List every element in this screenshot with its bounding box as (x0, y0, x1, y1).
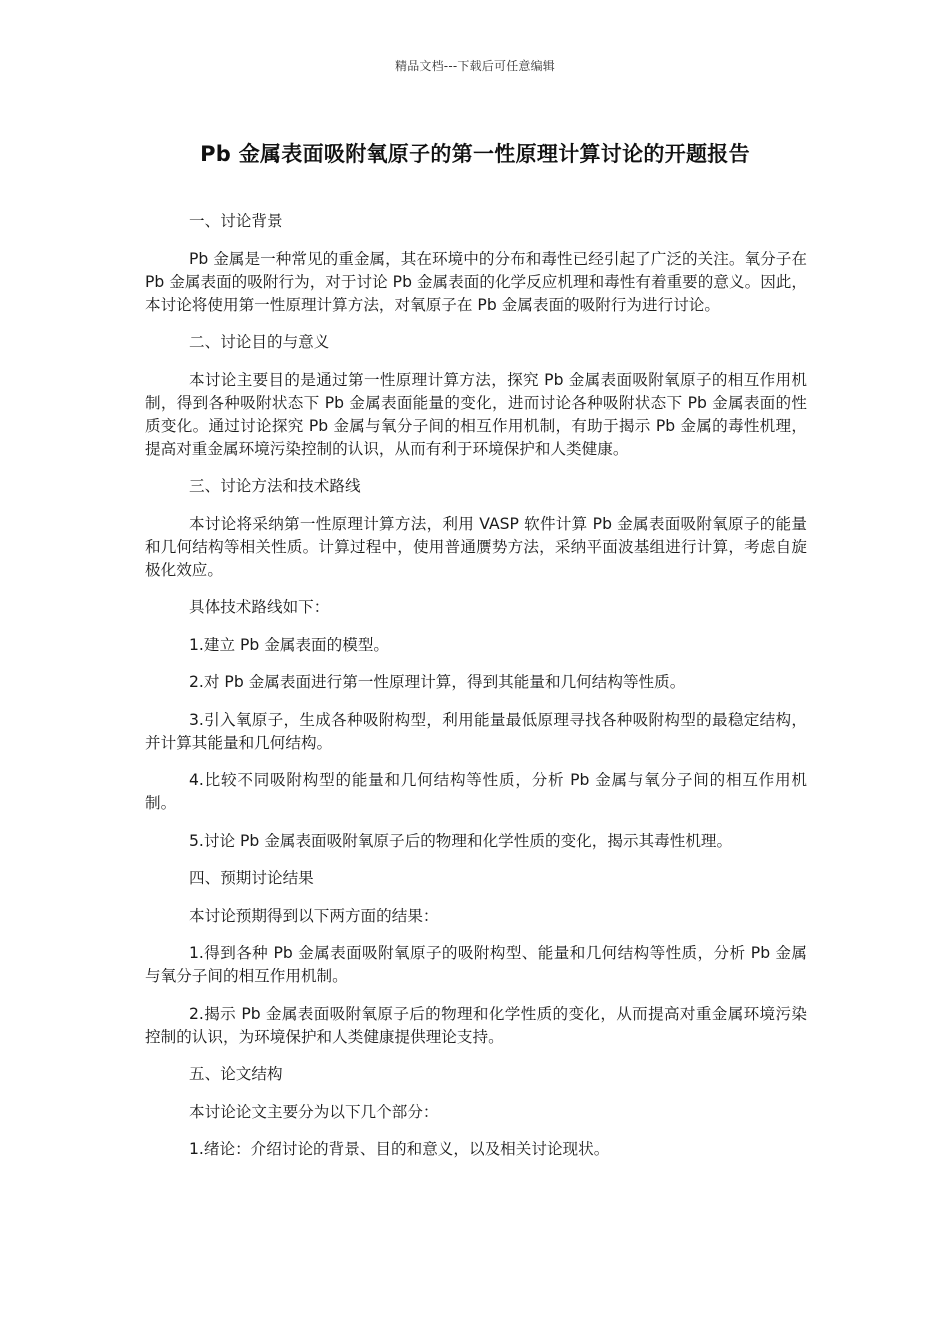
page-header-note: 精品文档---下载后可任意编辑 (395, 59, 555, 73)
list-item-result-2: 2.揭示 Pb 金属表面吸附氧原子后的物理和化学性质的变化，从而提高对重金属环境污染控制的认识，为环境保护和人类健康提供理论支持。 (145, 1004, 807, 1046)
section-heading-results: 四、预期讨论结果 (189, 869, 314, 887)
list-item-result-1: 1.得到各种 Pb 金属表面吸附氧原子的吸附构型、能量和几何结构等性质，分析 Pb 金属与氧分子间的相互作用机制。 (145, 944, 807, 985)
list-item-route-1: 1.建立 Pb 金属表面的模型。 (189, 635, 390, 654)
paragraph-background: Pb 金属是一种常见的重金属，其在环境中的分布和毒性已经引起了广泛的关注。氧分子在 Pb 金属表面的吸附行为，对于讨论 Pb 金属表面的化学反应机理和毒性有着重要的意义。因此，本讨论将使用第一性原理计算方法，对氧原子在 Pb 金属表面的吸附行为进行讨论。 (145, 249, 807, 314)
paragraph-purpose: 本讨论主要目的是通过第一性原理计算方法，探究 Pb 金属表面吸附氧原子的相互作用机制，得到各种吸附状态下 Pb 金属表面能量的变化，进而讨论各种吸附状态下 Pb 金属表面的性质变化。通过讨论探究 Pb 金属与氧分子间的相互作用机制，有助于揭示 Pb 金属的毒性机理，提高对重金属环境污染控制的认识，从而有利于环境保护和人类健康。 (145, 370, 807, 458)
list-item-route-3: 3.引入氧原子，生成各种吸附构型，利用能量最低原理寻找各种吸附构型的最稳定结构，并计算其能量和几何结构。 (145, 710, 807, 752)
section-heading-background: 一、讨论背景 (189, 212, 283, 230)
paragraph-structure-intro: 本讨论论文主要分为以下几个部分： (189, 1102, 439, 1121)
list-item-route-2: 2.对 Pb 金属表面进行第一性原理计算，得到其能量和几何结构等性质。 (189, 673, 686, 691)
paragraph-results-intro: 本讨论预期得到以下两方面的结果： (189, 906, 439, 925)
section-heading-purpose: 二、讨论目的与意义 (189, 333, 330, 351)
list-item-route-5: 5.讨论 Pb 金属表面吸附氧原子后的物理和化学性质的变化，揭示其毒性机理。 (189, 831, 733, 850)
list-item-structure-1: 1.绪论：介绍讨论的背景、目的和意义，以及相关讨论现状。 (189, 1140, 610, 1158)
paragraph-methods: 本讨论将采纳第一性原理计算方法，利用 VASP 软件计算 Pb 金属表面吸附氧原子的能量和几何结构等相关性质。计算过程中，使用普通赝势方法，采纳平面波基组进行计算，考虑自旋极化效应。 (145, 514, 807, 579)
list-item-route-4: 4.比较不同吸附构型的能量和几何结构等性质，分析 Pb 金属与氧分子间的相互作用机制。 (145, 771, 807, 812)
document-body (145, 210, 807, 1176)
section-heading-structure: 五、论文结构 (189, 1065, 283, 1083)
document-title: Pb 金属表面吸附氧原子的第一性原理计算讨论的开题报告 (200, 142, 750, 166)
paragraph-route-intro: 具体技术路线如下： (189, 598, 330, 616)
section-heading-methods: 三、讨论方法和技术路线 (189, 477, 361, 495)
